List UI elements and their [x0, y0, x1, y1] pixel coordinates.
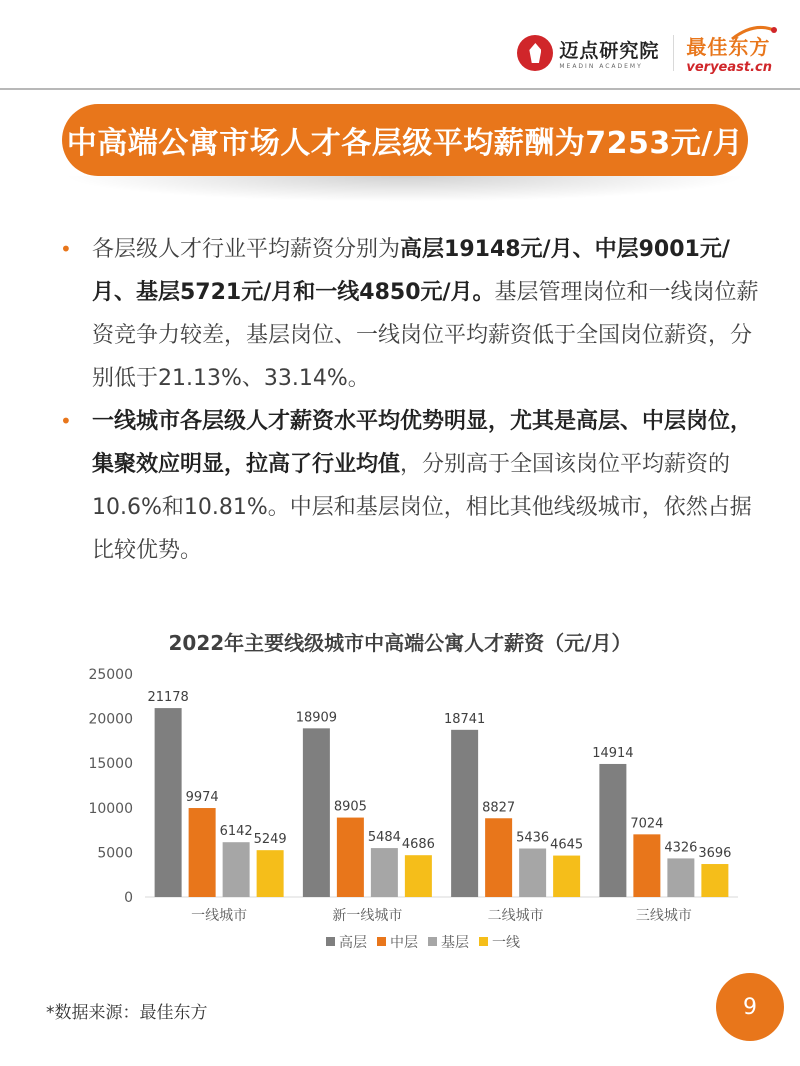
header-logos: [517, 28, 772, 78]
y-tick-label: 0: [124, 890, 133, 906]
x-tick-label: 新一线城市: [332, 908, 403, 924]
bar-value-label: 4326: [664, 840, 698, 856]
bar-value-label: 18909: [295, 710, 338, 726]
bar-value-label: 5249: [253, 832, 287, 848]
bar-value-label: 9974: [185, 790, 219, 806]
bar: [633, 834, 660, 897]
data-source-note: *数据来源：最佳东方: [46, 1003, 208, 1023]
bar-value-label: 18741: [443, 711, 486, 727]
bar-value-label: 7024: [630, 816, 664, 832]
banner-shadow: [62, 176, 748, 202]
bar: [519, 849, 546, 897]
y-tick-label: 5000: [97, 845, 133, 862]
x-tick-label: 一线城市: [191, 908, 248, 924]
bullet-text: ，分别高于全国该岗位平均薪资的10.6%和10.81%。中层和基层岗位，相比其他线级城市，依然占据比较优势。: [92, 452, 752, 563]
chart-title: 2022年主要线级城市中高端公寓人才薪资（元/月）: [168, 631, 632, 655]
bullet-text: 各层级人才行业平均薪资分别为: [92, 237, 401, 262]
bar: [451, 730, 478, 897]
bar-value-label: 8905: [333, 799, 367, 815]
legend-label: 一线: [492, 935, 520, 951]
bar-value-label: 21178: [147, 690, 189, 706]
bar-value-label: 3696: [698, 846, 732, 862]
salary-bar-chart: [0, 660, 800, 970]
bar: [553, 856, 580, 897]
veryeast-logo: [686, 31, 772, 75]
bar: [405, 855, 432, 897]
legend-label: 高层: [339, 935, 367, 951]
bar-value-label: 8827: [482, 800, 516, 816]
legend-swatch: [326, 937, 335, 946]
meadin-logo-tagline: MEADIN ACADEMY: [559, 63, 643, 70]
bar: [189, 808, 216, 897]
bar-value-label: 4645: [550, 837, 584, 853]
meadin-logo: [517, 35, 659, 71]
bar: [599, 764, 626, 897]
bar: [667, 858, 694, 897]
y-tick-label: 25000: [88, 667, 133, 683]
page-title: 中高端公寓市场人才各层级平均薪酬为7253元/月: [66, 126, 744, 161]
veryeast-logo-name: 最佳东方: [686, 35, 771, 59]
bar-value-label: 6142: [219, 824, 253, 840]
bullet-item: [60, 228, 760, 400]
y-tick-label: 20000: [88, 711, 133, 728]
title-banner: [62, 104, 748, 176]
bar-value-label: 5436: [516, 830, 550, 846]
bar-value-label: 4686: [401, 837, 435, 853]
bullet-list: [60, 228, 760, 572]
bar: [223, 842, 250, 897]
legend-swatch: [428, 937, 437, 946]
x-tick-label: 三线城市: [635, 908, 692, 924]
bar-value-label: 5484: [367, 830, 401, 846]
bullet-dot-icon: •: [60, 409, 72, 433]
legend-swatch: [479, 937, 488, 946]
veryeast-swoosh-icon: [730, 23, 780, 43]
legend-swatch: [377, 937, 386, 946]
legend-label: 基层: [441, 935, 469, 951]
bullet-text: 基层管理岗位和一线岗位薪资竞争力较差，基层岗位、一线岗位平均薪资低于全国岗位薪资，分别低于21.13%、33.14%。: [92, 280, 759, 391]
bar: [371, 848, 398, 897]
bar: [303, 728, 330, 897]
logo-divider: [673, 35, 674, 71]
header-rule: [0, 88, 800, 90]
bar: [257, 850, 284, 897]
x-tick-label: 二线城市: [487, 908, 544, 924]
meadin-logo-name: 迈点研究院: [559, 40, 660, 62]
y-tick-label: 15000: [88, 756, 133, 773]
page-number: 9: [716, 973, 784, 1041]
y-tick-label: 10000: [88, 800, 133, 817]
bar: [701, 864, 728, 897]
bullet-item: [60, 400, 760, 572]
legend-label: 中层: [390, 935, 418, 951]
veryeast-logo-url: veryeast.cn: [686, 60, 772, 75]
bar: [485, 818, 512, 897]
meadin-logo-icon: [517, 35, 553, 71]
bullet-dot-icon: •: [60, 237, 72, 261]
bar-value-label: 14914: [592, 745, 634, 761]
bullet-text-bold: 高层19148元/月、中层9001元/月、基层5721元/月和一线4850元/月。: [92, 237, 730, 305]
bullet-text-bold: 一线城市各层级人才薪资水平均优势明显，尤其是高层、中层岗位，集聚效应明显，拉高了行业均值: [92, 409, 753, 477]
bar: [337, 818, 364, 897]
bar: [155, 708, 182, 897]
